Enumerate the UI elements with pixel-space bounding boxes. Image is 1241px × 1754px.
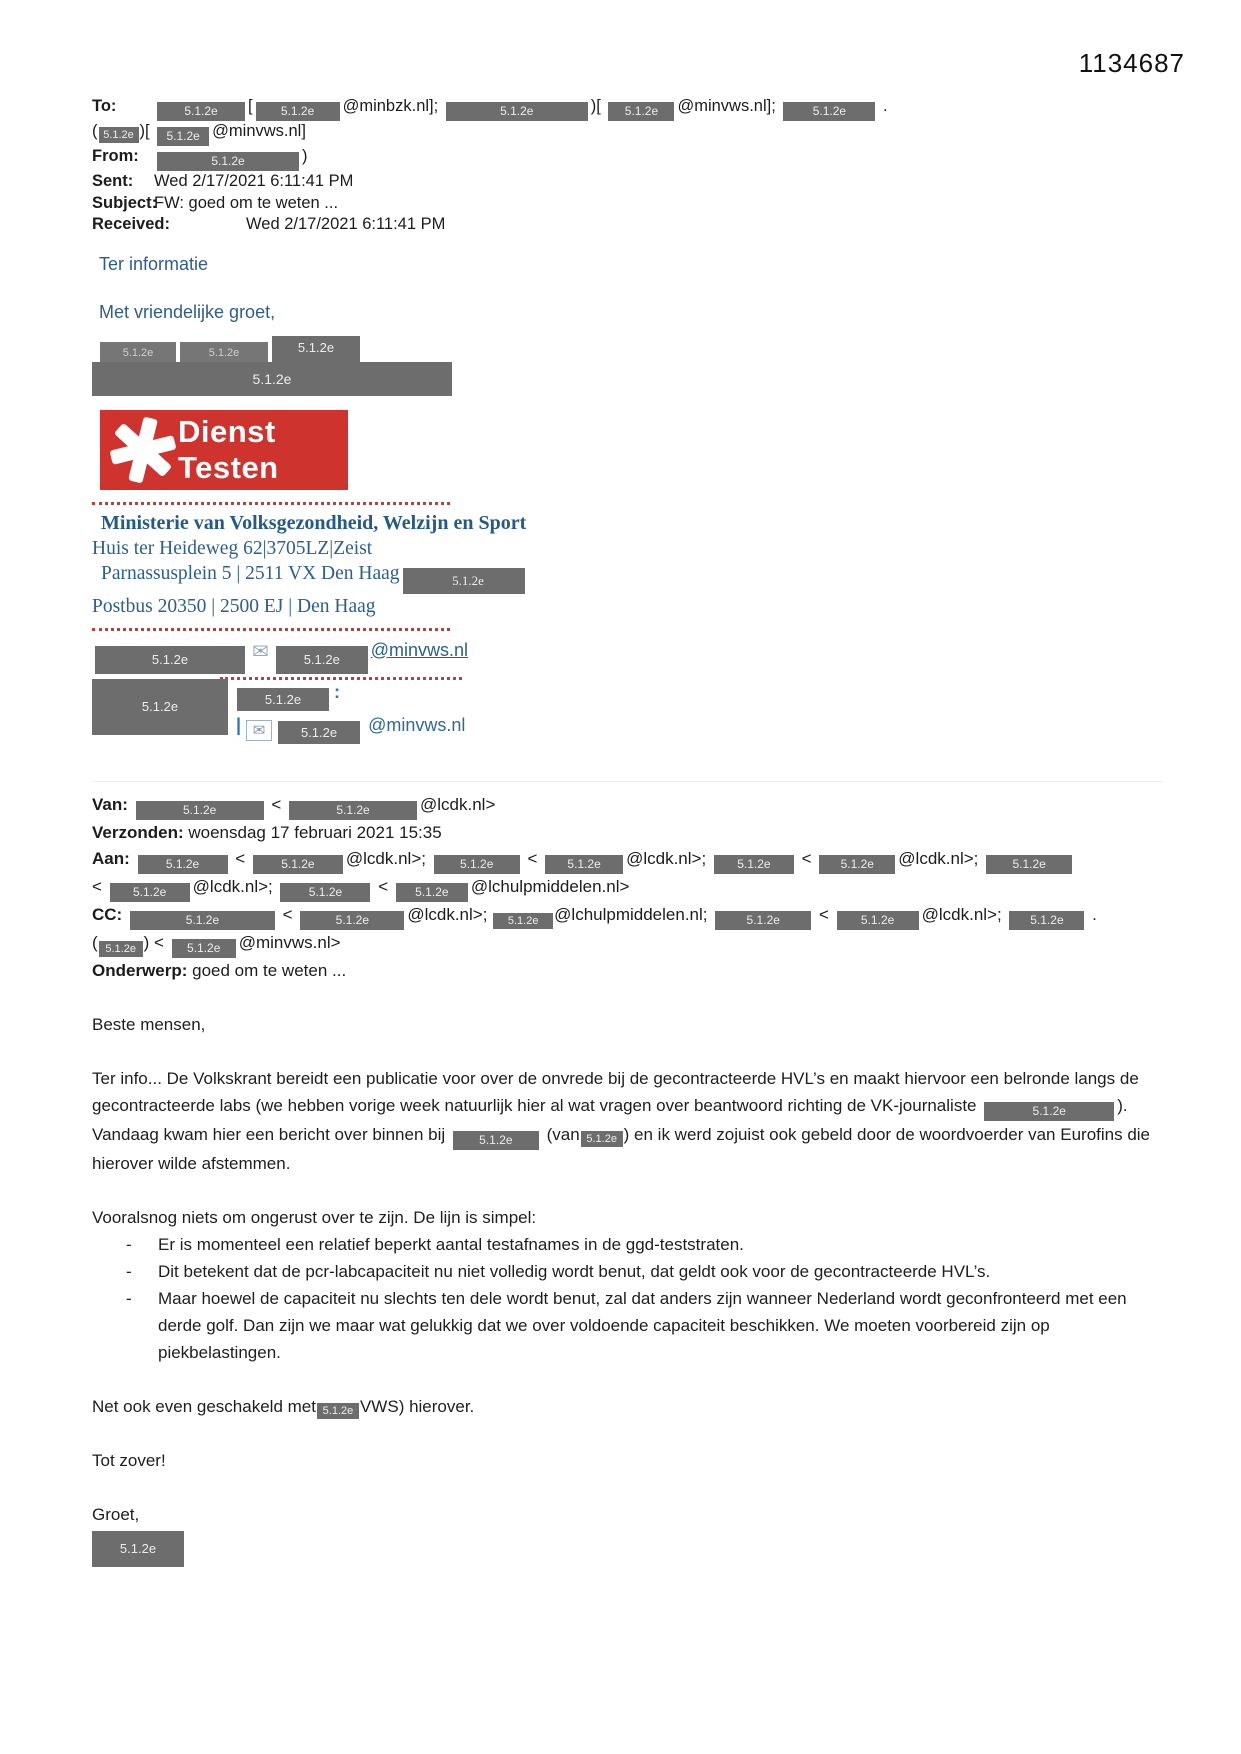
redaction-box: 5.1.2e (92, 679, 228, 735)
header-row-sent (92, 171, 1163, 193)
text-segment: [ (248, 97, 253, 115)
text-segment: @lcdk.nl>; (345, 848, 431, 868)
text-segment: ) < (143, 932, 169, 952)
address-line-1: Huis ter Heideweg 62|3705LZ|Zeist (92, 537, 373, 559)
redaction-box: 5.1.2e (783, 102, 875, 121)
dienst-testen-logo (100, 410, 348, 490)
subject-label: Subject: (92, 193, 158, 212)
redaction-box: 5.1.2e (819, 855, 895, 874)
subject-value: FW: goed om te weten ... (154, 193, 339, 212)
text-segment: ( (92, 932, 98, 952)
bullet-marker: - (126, 1261, 132, 1281)
redaction-box: 5.1.2e (453, 1131, 539, 1150)
dotted-divider (92, 502, 450, 505)
dotted-divider (220, 677, 462, 680)
redaction-box: 5.1.2e (180, 342, 268, 362)
email-link[interactable]: @minvws.nl (370, 639, 469, 660)
logo-text: Dienst Testen (178, 413, 279, 485)
redaction-box: 5.1.2e (138, 855, 228, 874)
fwd-row-verzonden (92, 820, 1163, 846)
bullet-text: Maar hoewel de capaciteit nu slechts ten dele wordt benut, zal dat anders zijn wanneer Nederland wordt geconfronteerd met een derde golf. Dan zijn we maar wat gelukkig dat we over voldoende capaciteit beschikken. We moeten voorbereid zijn op piekbelastingen. (158, 1288, 1127, 1362)
envelope-icon (246, 720, 272, 741)
text-segment: @minvws.nl] (212, 122, 306, 140)
text-segment: . (1087, 904, 1097, 924)
greeting-text: Met vriendelijke groet, (99, 301, 276, 322)
redaction-box: 5.1.2e (317, 1403, 359, 1419)
cc-label: CC: (92, 904, 123, 924)
ministry-name: Ministerie van Volksgezondheid, Welzijn en Sport (101, 511, 527, 534)
address-text: Parnassusplein 5 | 2511 VX Den Haag (101, 562, 400, 584)
text-segment: VWS) hierover. (359, 1396, 475, 1416)
text-segment: @lcdk.nl>; (626, 848, 711, 868)
bullet-text: Dit betekent dat de pcr-labcapaciteit nu niet volledig wordt benut, dat geldt ook voor de gecontracteerde HVL’s. (158, 1261, 991, 1281)
redaction-box: 5.1.2e (446, 102, 588, 121)
header-row-from (92, 146, 1163, 171)
paragraph-vooralsnog: Vooralsnog niets om ongerust over te zijn. De lijn is simpel: (92, 1207, 537, 1227)
text-segment: @lchulpmiddelen.nl> (470, 876, 630, 896)
redaction-box: 5.1.2e (837, 911, 919, 930)
bullet-marker: - (126, 1234, 132, 1254)
redaction-box: 5.1.2e (95, 646, 245, 674)
paragraph-net (92, 1393, 1163, 1420)
text-segment: < (373, 876, 393, 896)
redaction-box: 5.1.2e (99, 941, 143, 957)
pipe-mark: | (236, 714, 242, 735)
van-label: Van: (92, 794, 128, 814)
paragraph-tot-zover: Tot zover! (92, 1450, 166, 1470)
address-line-3: Postbus 20350 | 2500 EJ | Den Haag (92, 595, 376, 617)
redaction-box: 5.1.2e (715, 911, 811, 930)
redaction-box: 5.1.2e (136, 801, 264, 820)
text-segment: . (878, 97, 888, 115)
envelope-icon (252, 639, 269, 664)
received-label: Received: (92, 215, 170, 233)
redaction-box: 5.1.2e (157, 152, 299, 171)
text-segment: @minbzk.nl]; (342, 97, 443, 115)
header-row-received (92, 214, 1163, 236)
redaction-box: 5.1.2e (396, 883, 468, 902)
paragraph-groet: Groet, (92, 1504, 140, 1524)
text-segment: @lcdk.nl> (420, 794, 496, 814)
bullet-item (92, 1258, 1163, 1285)
redaction-box: 5.1.2e (172, 939, 236, 958)
colon-mark: : (334, 681, 340, 702)
bullet-item (92, 1231, 1163, 1258)
redaction-box: 5.1.2e (99, 127, 139, 143)
verzonden-label: Verzonden: (92, 822, 184, 842)
redaction-box: 5.1.2e (280, 883, 370, 902)
redaction-box: 5.1.2e (253, 855, 343, 874)
to-value (92, 97, 888, 143)
fwd-row-onderwerp (92, 958, 1163, 984)
text-segment: < (522, 848, 543, 868)
redaction-box: 5.1.2e (157, 127, 209, 146)
redaction-box: 5.1.2e (545, 855, 623, 874)
redaction-box: 5.1.2e (403, 568, 525, 594)
forwarded-header (92, 792, 1163, 984)
from-value (154, 147, 308, 168)
signature-email-row (92, 639, 1163, 669)
received-value: Wed 2/17/2021 6:11:41 PM (246, 215, 446, 233)
to-label: To: (92, 97, 117, 115)
dotted-divider (92, 628, 450, 631)
section-divider (92, 781, 1163, 782)
bullet-text: Er is momenteel een relatief beperkt aantal testafnames in de ggd-teststraten. (158, 1234, 744, 1254)
redaction-box: 5.1.2e (92, 362, 452, 396)
from-label: From: (92, 147, 139, 165)
redaction-cluster (92, 338, 454, 396)
text-segment: Net ook even geschakeld met (92, 1396, 316, 1416)
header-row-subject (92, 193, 1163, 215)
ter-informatie-note: Ter informatie (99, 253, 209, 274)
paragraph-terinfo (92, 1065, 1163, 1177)
text-segment: ) (302, 147, 308, 165)
text-segment: < (266, 794, 287, 814)
text-segment: ) en ik werd zojuist ook gebeld door de woordvoerder van Eurofins die hierover wilde afstemmen. (92, 1124, 1151, 1173)
redaction-box: 5.1.2e (581, 1131, 623, 1147)
verzonden-value: woensdag 17 februari 2021 15:35 (188, 822, 442, 842)
van-value (133, 794, 496, 817)
signature-block-redacted (92, 677, 1163, 741)
text-segment: < (277, 904, 298, 924)
address-line-2 (92, 561, 1163, 594)
text-segment: @lcdk.nl>; (921, 904, 1007, 924)
onderwerp-label: Onderwerp: (92, 960, 188, 980)
text-segment: )[ (590, 97, 606, 115)
text-segment: < (92, 876, 107, 896)
aan-value (92, 848, 1075, 899)
redaction-box: 5.1.2e (110, 883, 190, 902)
redaction-box: 5.1.2e (237, 688, 329, 711)
text-segment: Ter info... De Volkskrant bereidt een publicatie voor over de onvrede bij de gecontracteerde HVL’s en maakt hiervoor een belronde langs de gecontracteerde labs (we hebben vorige week natuurlijk hier al wat vragen over beantwoord richting de VK-journaliste (92, 1068, 1139, 1115)
bullet-marker: - (126, 1288, 132, 1308)
redaction-box: 5.1.2e (157, 102, 245, 121)
redaction-box: 5.1.2e (1009, 911, 1084, 930)
text-segment: < (230, 848, 250, 868)
fwd-row-van (92, 792, 1163, 820)
fwd-row-cc (92, 902, 1163, 958)
text-segment: @lcdk.nl>; (192, 876, 278, 896)
text-segment: @lchulpmiddelen.nl; (554, 904, 713, 924)
text-segment: )[ (139, 122, 155, 140)
text-segment: < (814, 904, 834, 924)
cc-value (92, 904, 1097, 955)
redaction-box: 5.1.2e (608, 102, 674, 121)
text-segment: ( (92, 122, 98, 140)
text-segment: @lcdk.nl>; (407, 904, 493, 924)
text-segment: (van (541, 1124, 580, 1144)
email-link[interactable]: @minvws.nl (368, 714, 466, 735)
aan-label: Aan: (92, 848, 130, 868)
bullet-item (92, 1285, 1163, 1366)
redaction-box: 5.1.2e (986, 855, 1072, 874)
redaction-box: 5.1.2e (130, 911, 275, 930)
text-segment: < (796, 848, 817, 868)
redaction-box: 5.1.2e (278, 721, 360, 744)
redaction-box: 5.1.2e (92, 1531, 184, 1567)
redaction-box: 5.1.2e (300, 911, 404, 930)
asterisk-icon (110, 412, 176, 488)
salutation: Beste mensen, (92, 1014, 206, 1034)
redaction-box: 5.1.2e (289, 801, 417, 820)
redaction-box: 5.1.2e (984, 1102, 1114, 1121)
redaction-box: 5.1.2e (256, 102, 340, 121)
email-header (92, 96, 1163, 236)
redaction-box: 5.1.2e (276, 646, 368, 674)
redaction-box: 5.1.2e (493, 913, 553, 929)
fwd-row-aan (92, 846, 1163, 902)
redaction-box: 5.1.2e (272, 336, 360, 362)
sent-value: Wed 2/17/2021 6:11:41 PM (154, 172, 354, 190)
sent-label: Sent: (92, 172, 134, 190)
message-body (92, 1011, 1163, 1567)
text-segment: @minvws.nl> (238, 932, 341, 952)
header-row-to (92, 96, 1163, 146)
redaction-box: 5.1.2e (100, 342, 176, 362)
document-number: 1134687 (1078, 48, 1185, 78)
redaction-box: 5.1.2e (434, 855, 520, 874)
onderwerp-value: goed om te weten ... (192, 960, 347, 980)
text-segment: @minvws.nl]; (677, 97, 781, 115)
redaction-box: 5.1.2e (714, 855, 794, 874)
text-segment: @lcdk.nl>; (898, 848, 984, 868)
text-segment: ). Vandaag kwam hier een bericht over binnen bij (92, 1095, 1128, 1144)
